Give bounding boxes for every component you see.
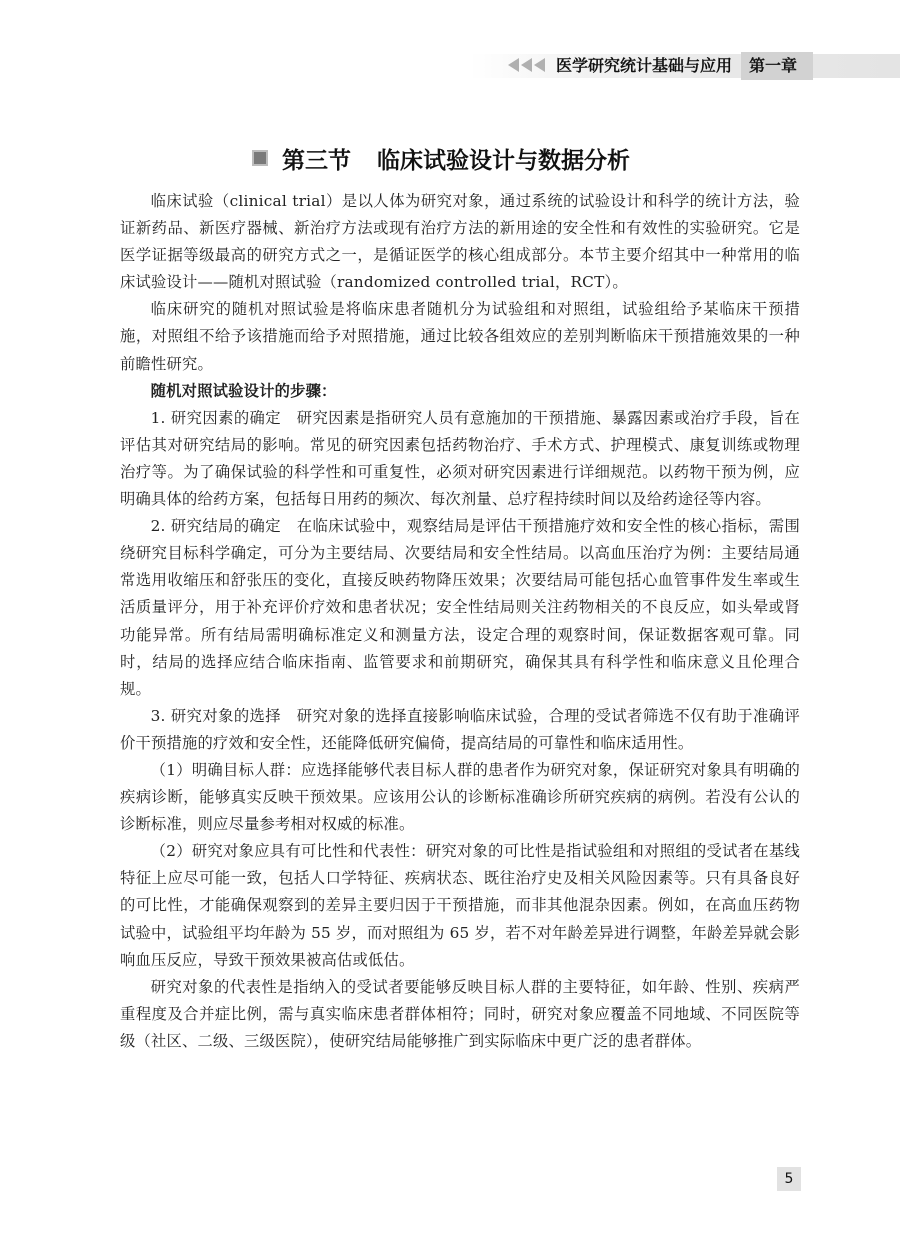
paragraph-comparability: （2）研究对象应具有可比性和代表性：研究对象的可比性是指试验组和对照组的受试者在基线特征上应尽可能一致，包括人口学特征、疾病状态、既往治疗史及相关风险因素等。只有具备良好的可比性，才能确保观察到的差异主要归因于干预措施，而非其他混杂因素。例如，在高血压药物试验中，试验组平均年龄为 55 岁，而对照组为 65 岁，若不对年龄差异进行调整，年龄差异就会影响血压反应，导致干预效果被高估或低估。 [120,842,800,969]
section-heading [252,138,630,178]
paragraph-step-3: 3. 研究对象的选择 研究对象的选择直接影响临床试验，合理的受试者筛选不仅有助于准确评价干预措施的疗效和安全性，还能降低研究偏倚，提高结局的可靠性和临床适用性。 [120,706,800,752]
paragraph-representativeness: 研究对象的代表性是指纳入的受试者要能够反映目标人群的主要特征，如年龄、性别、疾病严重程度及合并症比例，需与真实临床患者群体相符；同时，研究对象应覆盖不同地域、不同医院等级（社区、二级、三级医院），使研究结局能够推广到实际临床中更广泛的患者群体。 [120,977,800,1050]
page-number: 5 [777,1167,801,1191]
body-text [120,188,800,1055]
steps-heading: 随机对照试验设计的步骤： [150,381,337,400]
section-title: 临床试验设计与数据分析 [377,147,630,174]
book-title: 医学研究统计基础与应用 [556,56,733,75]
paragraph-step-2: 2. 研究结局的确定 在临床试验中，观察结局是评估干预措施疗效和安全性的核心指标，需围绕研究目标科学确定，可分为主要结局、次要结局和安全性结局。以高血压治疗为例：主要结局通常选用收缩压和舒张压的变化，直接反映药物降压效果；次要结局可能包括心血管事件发生率或生活质量评分，用于补充评价疗效和患者状况；安全性结局则关注药物相关的不良反应，如头晕或肾功能异常。所有结局需明确标准定义和测量方法，设定合理的观察时间，保证数据客观可靠。同时，结局的选择应结合临床指南、监管要求和前期研究，确保其具有科学性和临床意义且伦理合规。 [120,517,800,698]
arrow-left-icon [508,58,519,72]
header-arrows-icon [508,58,545,74]
paragraph-intro: 临床试验（clinical trial）是以人体为研究对象，通过系统的试验设计和科学的统计方法，验证新药品、新医疗器械、新治疗方法或现有治疗方法的新用途的安全性和有效性的实验研究。它是医学证据等级最高的研究方式之一，是循证医学的核心组成部分。本节主要介绍其中一种常用的临床试验设计——随机对照试验（randomized controlled trial，RCT）。 [120,192,800,292]
paragraph-target-population: （1）明确目标人群：应选择能够代表目标人群的患者作为研究对象，保证研究对象具有明确的疾病诊断，能够真实反映干预效果。应该用公认的诊断标准确诊所研究疾病的病例。若没有公认的诊断标准，则应尽量参考相对权威的标准。 [120,760,800,834]
chapter-label: 第一章 [741,52,813,80]
square-bullet-icon [252,150,268,166]
arrow-left-icon [534,58,545,72]
running-header [0,50,900,80]
arrow-left-icon [521,58,532,72]
paragraph-rct-definition: 临床研究的随机对照试验是将临床患者随机分为试验组和对照组，试验组给予某临床干预措施，对照组不给予该措施而给予对照措施，通过比较各组效应的差别判断临床干预措施效果的一种前瞻性研究。 [120,300,800,373]
section-number: 第三节 [282,147,351,174]
paragraph-step-1: 1. 研究因素的确定 研究因素是指研究人员有意施加的干预措施、暴露因素或治疗手段，旨在评估其对研究结局的影响。常见的研究因素包括药物治疗、手术方式、护理模式、康复训练或物理治疗等。为了确保试验的科学性和可重复性，必须对研究因素进行详细规范。以药物干预为例，应明确具体的给药方案，包括每日用药的频次、每次剂量、总疗程持续时间以及给药途径等内容。 [120,408,800,509]
